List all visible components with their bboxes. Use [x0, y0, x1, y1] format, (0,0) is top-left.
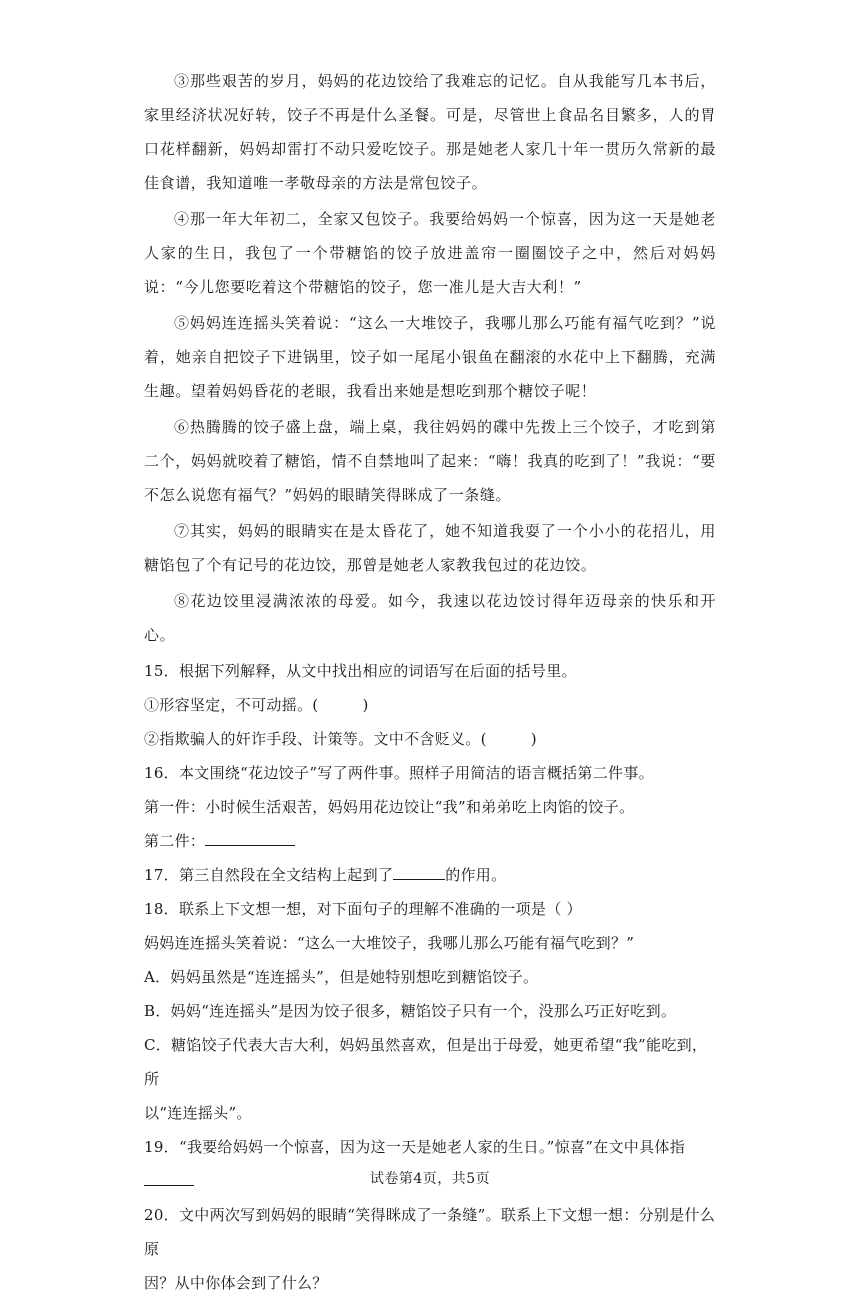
question-20-line1: 20．文中两次写到妈妈的眼睛“笑得眯成了一条缝”。联系上下文想一想：分别是什么原	[144, 1206, 716, 1258]
paragraph-8: ⑧花边饺里浸满浓浓的母爱。如今，我速以花边饺讨得年迈母亲的快乐和开心。	[144, 592, 716, 644]
question-17	[144, 858, 716, 892]
question-15-item-2	[144, 722, 716, 756]
question-15-item-1	[144, 688, 716, 722]
question-19-text: 19．“我要给妈妈一个惊喜，因为这一天是她老人家的生日。”惊喜”在文中具体指	[144, 1138, 685, 1156]
question-16-second-label: 第二件：	[144, 832, 206, 850]
question-18-option-c-line2[interactable]: 以“连连摇头”。	[144, 1104, 252, 1122]
question-18: 18．联系上下文想一想，对下面句子的理解不准确的一项是（ ）	[144, 900, 582, 918]
question-17-text-a: 17．第三自然段在全文结构上起到了	[144, 866, 394, 884]
exam-page	[144, 64, 716, 1300]
paren-close: )	[362, 696, 369, 714]
paragraph-3: ③那些艰苦的岁月，妈妈的花边饺给了我难忘的记忆。自从我能写几本书后，家里经济状况好转，饺子不再是什么圣餐。可是，尽管世上食品名目繁多，人的胃口花样翻新，妈妈却雷打不动只爱吃饺子。那是她老人家几十年一贯历久常新的最佳食谱，我知道唯一孝敬母亲的方法是常包饺子。	[144, 72, 716, 192]
paragraph-4: ④那一年大年初二，全家又包饺子。我要给妈妈一个惊喜，因为这一天是她老人家的生日，我包了一个带糖馅的饺子放进盖帘一圈圈饺子之中，然后对妈妈说：“今儿您要吃着这个带糖馅的饺子，您一准儿是大吉大利！”	[144, 210, 716, 296]
paragraph-7: ⑦其实，妈妈的眼睛实在是太昏花了，她不知道我耍了一个小小的花招儿，用糖馅包了个有记号的花边饺，那曾是她老人家教我包过的花边饺。	[144, 522, 716, 574]
paragraph-6: ⑥热腾腾的饺子盛上盘，端上桌，我往妈妈的碟中先拨上三个饺子，才吃到第二个，妈妈就咬着了糖馅，情不自禁地叫了起来：“嗨！我真的吃到了！”我说：“要不怎么说您有福气？”妈妈的眼睛笑得眯成了一条缝。	[144, 418, 716, 504]
question-18-option-c-line1[interactable]: C．糖馅饺子代表大吉大利，妈妈虽然喜欢，但是出于母爱，她更希望“我”能吃到，所	[144, 1036, 708, 1088]
question-16-first: 第一件：小时候生活艰苦，妈妈用花边饺让“我”和弟弟吃上肉馅的饺子。	[144, 798, 635, 816]
question-17-text-b: 的作用。	[445, 866, 507, 884]
question-20-line2: 因？从中你体会到了什么？	[144, 1274, 328, 1292]
question-16-second	[144, 824, 716, 858]
question-15-item-1-text: ①形容坚定，不可动摇。(	[144, 696, 319, 714]
answer-blank-17[interactable]	[393, 863, 445, 880]
question-15: 15．根据下列解释，从文中找出相应的词语写在后面的括号里。	[144, 662, 577, 680]
page-footer: 试卷第4页，共5页	[369, 1171, 491, 1187]
paragraph-5: ⑤妈妈连连摇头笑着说：“这么一大堆饺子，我哪儿那么巧能有福气吃到？”说着，她亲自把饺子下进锅里，饺子如一尾尾小银鱼在翻滚的水花中上下翻腾，充满生趣。望着妈妈昏花的老眼，我看出来她是想吃到那个糖饺子呢！	[144, 314, 716, 400]
question-16: 16．本文围绕“花边饺子”写了两件事。照样子用简洁的语言概括第二件事。	[144, 764, 654, 782]
question-18-option-a[interactable]: A．妈妈虽然是“连连摇头”，但是她特别想吃到糖馅饺子。	[144, 968, 539, 986]
question-18-option-b[interactable]: B．妈妈“连连摇头”是因为饺子很多，糖馅饺子只有一个，没那么巧正好吃到。	[144, 1002, 677, 1020]
question-15-item-2-text: ②指欺骗人的奸诈手段、计策等。文中不含贬义。(	[144, 730, 487, 748]
paren-close: )	[530, 730, 537, 748]
question-18-quote: 妈妈连连摇头笑着说：“这么一大堆饺子，我哪儿那么巧能有福气吃到？”	[144, 934, 635, 952]
answer-blank-16[interactable]	[205, 829, 295, 846]
